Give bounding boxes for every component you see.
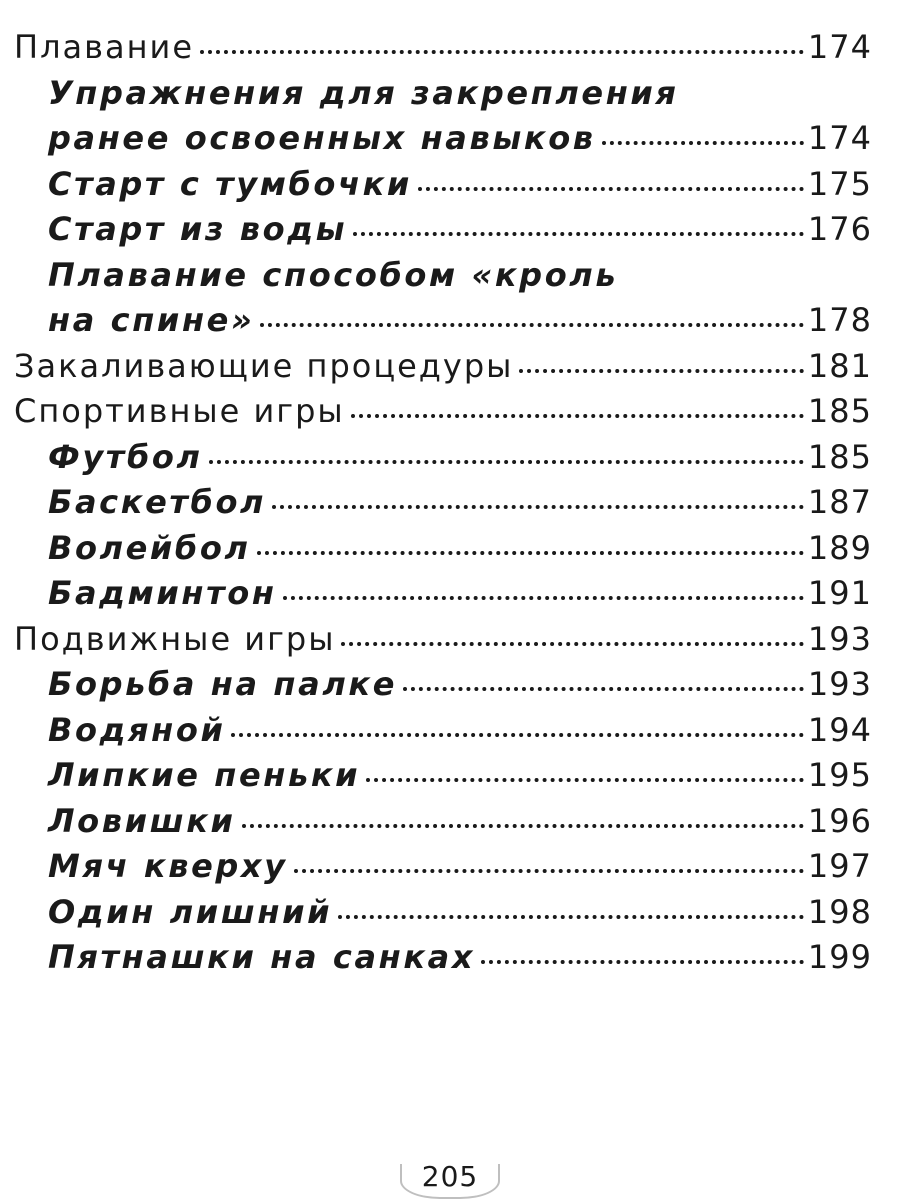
toc-entry-page: 185 <box>807 392 872 430</box>
dot-leader <box>200 50 804 54</box>
dot-leader <box>338 915 804 919</box>
toc-entry <box>14 620 872 666</box>
toc-entry-page: 197 <box>807 847 872 885</box>
toc-entry-page: 185 <box>807 437 872 476</box>
dot-leader <box>257 551 804 555</box>
dot-leader <box>209 460 804 464</box>
dot-leader <box>294 869 804 873</box>
toc-entry <box>14 483 872 529</box>
dot-leader <box>272 505 804 509</box>
toc-entry <box>14 711 872 757</box>
dot-leader <box>353 232 804 236</box>
toc-entry-page: 199 <box>807 938 872 976</box>
dot-leader <box>366 778 804 782</box>
toc-entry <box>14 165 872 211</box>
toc-entry-title: Ловишки <box>48 801 236 840</box>
toc-entry-title: Мяч кверху <box>48 847 288 885</box>
page-footer <box>0 1160 900 1193</box>
toc-entry <box>14 574 872 620</box>
toc-entry <box>14 74 872 120</box>
toc-entry <box>14 756 872 802</box>
toc-entry-title: Баскетбол <box>48 483 267 521</box>
toc-entry-title: Старт с тумбочки <box>48 164 412 203</box>
toc-entry <box>14 802 872 848</box>
toc-entry-title: на спине» <box>48 301 255 339</box>
toc-entry-page: 181 <box>807 346 872 385</box>
dot-leader <box>418 187 804 191</box>
toc-entry <box>14 938 872 984</box>
toc-entry <box>14 665 872 711</box>
toc-entry <box>14 28 872 74</box>
toc-entry-title: Плавание способом «кроль <box>48 255 619 294</box>
dot-leader <box>403 687 804 691</box>
toc-entry <box>14 119 872 165</box>
dot-leader <box>242 824 804 828</box>
toc-entry-page: 195 <box>807 756 872 794</box>
toc-entry-title: Водяной <box>48 710 226 749</box>
dot-leader <box>283 596 804 600</box>
dot-leader <box>341 642 803 646</box>
toc-entry-page: 175 <box>807 164 872 203</box>
toc-entry <box>14 210 872 256</box>
toc-entry-title: ранее освоенных навыков <box>48 119 596 157</box>
toc-entry <box>14 529 872 575</box>
page-number: 205 <box>408 1160 492 1193</box>
toc-entry-title: Борьба на палке <box>48 665 397 703</box>
toc-entry-title: Футбол <box>48 437 203 476</box>
dot-leader <box>481 960 804 964</box>
toc-entry-page: 193 <box>807 665 872 703</box>
toc-entry-page: 187 <box>807 483 872 521</box>
dot-leader <box>602 141 804 145</box>
toc-entry-title: Волейбол <box>48 528 251 567</box>
toc-entry <box>14 256 872 302</box>
toc-entry-title: Пятнашки на санках <box>48 938 476 976</box>
toc-entry-page: 174 <box>807 119 872 157</box>
toc-entry <box>14 847 872 893</box>
table-of-contents <box>14 28 872 984</box>
dot-leader <box>260 323 804 327</box>
toc-entry-page: 191 <box>807 574 872 612</box>
toc-entry-title: Закаливающие процедуры <box>14 346 514 385</box>
toc-entry-title: Плавание <box>14 28 194 66</box>
dot-leader <box>231 733 803 737</box>
toc-entry <box>14 392 872 438</box>
toc-entry-page: 198 <box>807 892 872 931</box>
toc-entry-page: 194 <box>807 710 872 749</box>
dot-leader <box>519 369 803 373</box>
toc-entry-title: Старт из воды <box>48 210 348 248</box>
toc-entry-title: Подвижные игры <box>14 619 336 658</box>
toc-entry-title: Спортивные игры <box>14 392 345 430</box>
toc-entry-title: Один лишний <box>48 892 333 931</box>
toc-entry <box>14 347 872 393</box>
toc-entry-page: 174 <box>807 28 872 66</box>
dot-leader <box>351 414 804 418</box>
toc-entry-page: 189 <box>807 528 872 567</box>
toc-entry-title: Липкие пеньки <box>48 756 361 794</box>
toc-entry-title: Бадминтон <box>48 574 277 612</box>
toc-entry <box>14 438 872 484</box>
toc-entry <box>14 893 872 939</box>
toc-entry-page: 176 <box>807 210 872 248</box>
toc-entry-page: 196 <box>807 801 872 840</box>
toc-entry-title: Упражнения для закрепления <box>48 73 679 112</box>
toc-entry <box>14 301 872 347</box>
toc-entry-page: 178 <box>807 301 872 339</box>
toc-entry-page: 193 <box>807 619 872 658</box>
